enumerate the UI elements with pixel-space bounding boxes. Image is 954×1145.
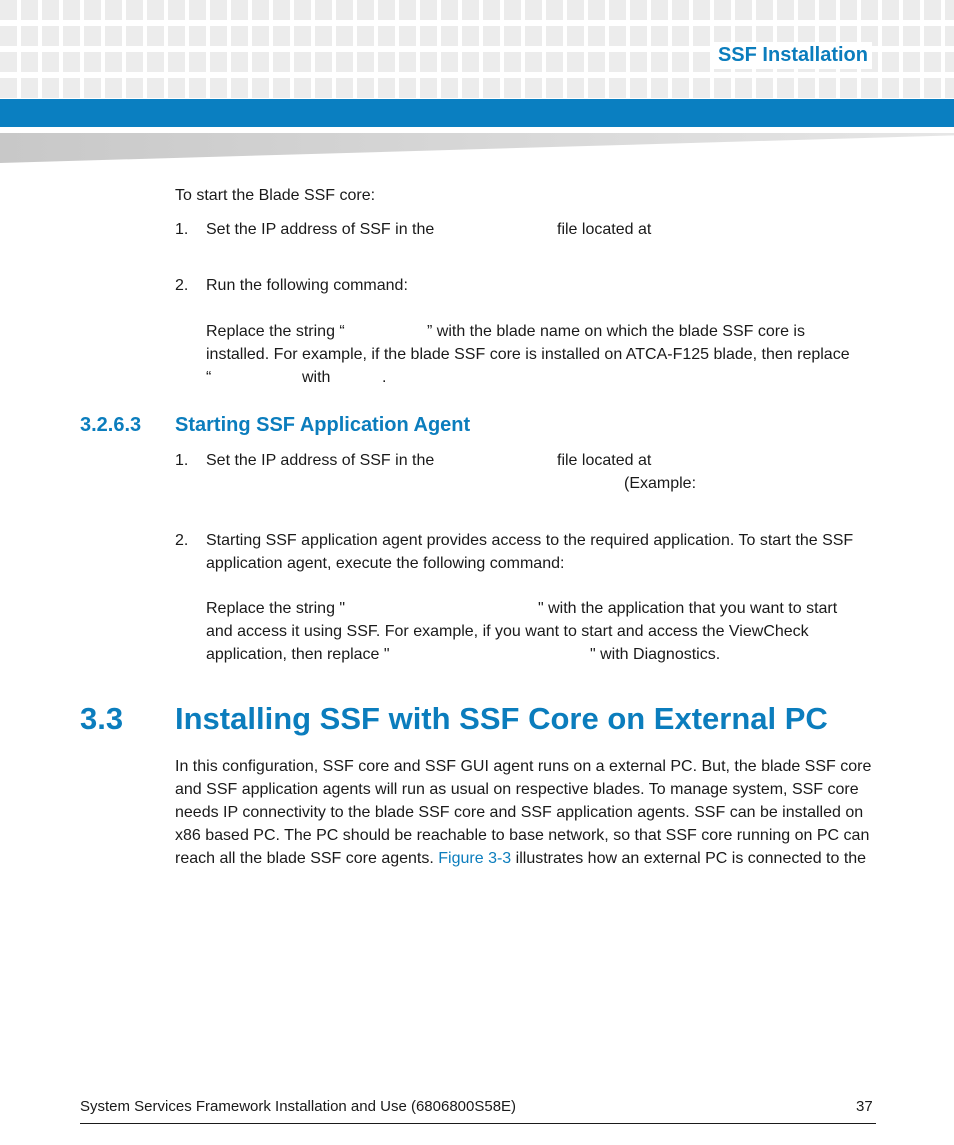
section-title: Installing SSF with SSF Core on External PC [175, 701, 828, 736]
footer-page-number: 37 [856, 1098, 873, 1115]
replace-text: “ [206, 369, 212, 386]
paragraph-line: needs IP connectivity to the blade SSF core and SSF application agents. SSF can be installed on [175, 804, 864, 821]
paragraph-line: and SSF application agents will run as usual on respective blades. To manage system, SSF core [175, 781, 859, 798]
header-blue-band [0, 99, 954, 127]
step-number: 2. [175, 277, 189, 294]
section-number: 3.3 [80, 701, 124, 736]
replace-text: " with the application that you want to start [538, 600, 838, 617]
paragraph-line: x86 based PC. The PC should be reachable to base network, so that SSF core running on PC can [175, 827, 870, 844]
step-text: application agent, execute the following command: [206, 555, 565, 572]
step-text: file located at [557, 221, 652, 238]
step-number: 1. [175, 221, 189, 238]
step-text: Set the IP address of SSF in the [206, 221, 435, 238]
replace-text: " with Diagnostics. [590, 646, 721, 663]
step-number: 1. [175, 452, 189, 469]
subsection-number: 3.2.6.3 [80, 414, 142, 436]
footer-rule [80, 1123, 876, 1124]
step-text: Starting SSF application agent provides access to the required application. To start the SSF [206, 532, 854, 549]
paragraph-text: reach all the blade SSF core agents. [175, 850, 434, 867]
intro-text: To start the Blade SSF core: [175, 187, 376, 204]
replace-text: Replace the string “ [206, 323, 345, 340]
replace-text: . [382, 369, 387, 386]
figure-link[interactable]: Figure 3-3 [438, 850, 512, 867]
step-text: Run the following command: [206, 277, 408, 294]
step-text: file located at [557, 452, 652, 469]
running-header-title: SSF Installation [714, 42, 872, 69]
footer-doc-title: System Services Framework Installation and Use (6806800S58E) [80, 1098, 517, 1115]
subsection-title: Starting SSF Application Agent [175, 414, 471, 436]
paragraph-text: illustrates how an external PC is connected to the [515, 850, 867, 867]
replace-text: ” with the blade name on which the blade SSF core is [427, 323, 805, 340]
paragraph-line: In this configuration, SSF core and SSF GUI agent runs on a external PC. But, the blade SSF core [175, 758, 872, 775]
replace-text: with [302, 369, 331, 386]
step-text: Set the IP address of SSF in the [206, 452, 435, 469]
replace-text: Replace the string " [206, 600, 346, 617]
step-text: (Example: [624, 475, 697, 492]
step-number: 2. [175, 532, 189, 549]
replace-text: installed. For example, if the blade SSF core is installed on ATCA-F125 blade, then replace [206, 346, 850, 363]
paragraph-line [175, 847, 866, 870]
header-gray-band [0, 133, 954, 163]
replace-text: application, then replace " [206, 646, 390, 663]
replace-text: and access it using SSF. For example, if you want to start and access the ViewCheck [206, 623, 809, 640]
